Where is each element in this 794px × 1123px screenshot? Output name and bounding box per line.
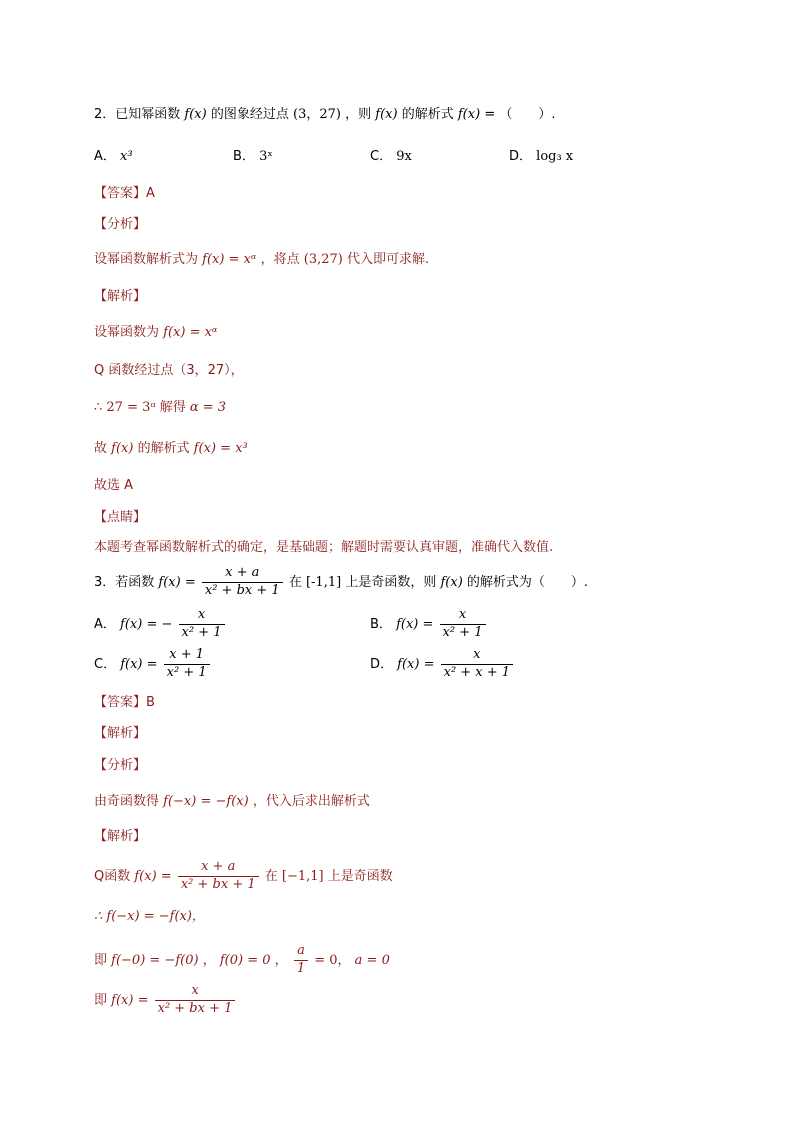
q2-solution-title: 【解析】 xyxy=(94,289,147,304)
q2-analysis: 设幂函数解析式为 f(x) = xᵅ ，将点 (3,27) 代入即可求解. xyxy=(94,252,430,267)
q3-option-d[interactable]: D． f(x) = $\frac{x}{\text{x² + x + 1}}$ xyxy=(370,648,515,681)
q3-stem-fraction: $\frac{x + a}{\text{x² + bx + 1}}$ xyxy=(202,566,283,599)
q2-sol-line-3: ∴ 27 = 3ᵅ 解得 α = 3 xyxy=(94,400,227,415)
q3-option-c[interactable]: C． f(x) = $\frac{x + 1}{\text{x² + 1}}$ xyxy=(94,648,212,681)
q2-option-d[interactable]: D． log₃ x xyxy=(509,149,574,164)
q2-fx-3: f(x) xyxy=(457,107,481,122)
q2-sol-line-2: Q 函数经过点（3，27）， xyxy=(94,363,244,378)
q2-option-b[interactable]: B． 3ˣ xyxy=(233,149,273,164)
q3-sol-line-3: 即 f(−0) = −f(0) ， f(0) = 0 ， $\frac{a}{1}$ = 0， a = 0 xyxy=(94,943,390,976)
q2-sol-line-1: 设幂函数为 f(x) = xᵅ xyxy=(94,325,218,340)
q2-sol-line-4: 故 f(x) 的解析式 f(x) = x³ xyxy=(94,441,248,456)
q2-answer: 【答案】A xyxy=(94,186,155,201)
q3-solution-title: 【解析】 xyxy=(94,726,147,741)
q2-analysis-title: 【分析】 xyxy=(94,217,147,232)
q3-sol-line-2: ∴ f(−x) = −f(x)， xyxy=(94,909,205,924)
q2-point: (3，27) xyxy=(293,107,341,122)
q3-solution-title-2: 【解析】 xyxy=(94,829,147,844)
q3-analysis: 由奇函数得 f(−x) = −f(x) ，代入后求出解析式 xyxy=(94,794,370,809)
q2-fx-1: f(x) xyxy=(184,107,207,122)
q3-option-b[interactable]: B． f(x) = $\frac{x}{\text{x² + 1}}$ xyxy=(370,608,488,641)
q3-sol-line-4: 即 f(x) = $\frac{x}{\text{x² + bx + 1}}$ xyxy=(94,984,237,1017)
q2-sol-line-5: 故选 A xyxy=(94,478,134,493)
q2-fx-2: f(x) xyxy=(375,107,398,122)
q3-stem: 3．若函数 f(x) = $\frac{x + a}{\text{x² + bx + 1}}$ 在 [-1,1] 上是奇函数，则 f(x) 的解析式为（ ）. xyxy=(94,565,589,598)
q2-option-c[interactable]: C． 9x xyxy=(370,149,412,164)
q3-analysis-title: 【分析】 xyxy=(94,758,147,773)
q2-option-a[interactable]: A． x³ xyxy=(94,149,133,164)
q3-answer: 【答案】B xyxy=(94,695,155,710)
q2-stem: 2．已知幂函数 f(x) 的图象经过点 (3，27) ，则 f(x) 的解析式 f(x) = （ ）. xyxy=(94,107,556,122)
q2-comment-title: 【点睛】 xyxy=(94,510,147,525)
q3-option-a[interactable]: A． f(x) = − $\frac{x}{\text{x² + 1}}$ xyxy=(94,608,227,641)
q2-comment: 本题考查幂函数解析式的确定，是基础题；解题时需要认真审题，准确代入数值. xyxy=(94,540,554,555)
q3-sol-line-1: Q函数 f(x) = $\frac{x + a}{\text{x² + bx + 1}}$ 在 [−1,1] 上是奇函数 xyxy=(94,859,393,892)
